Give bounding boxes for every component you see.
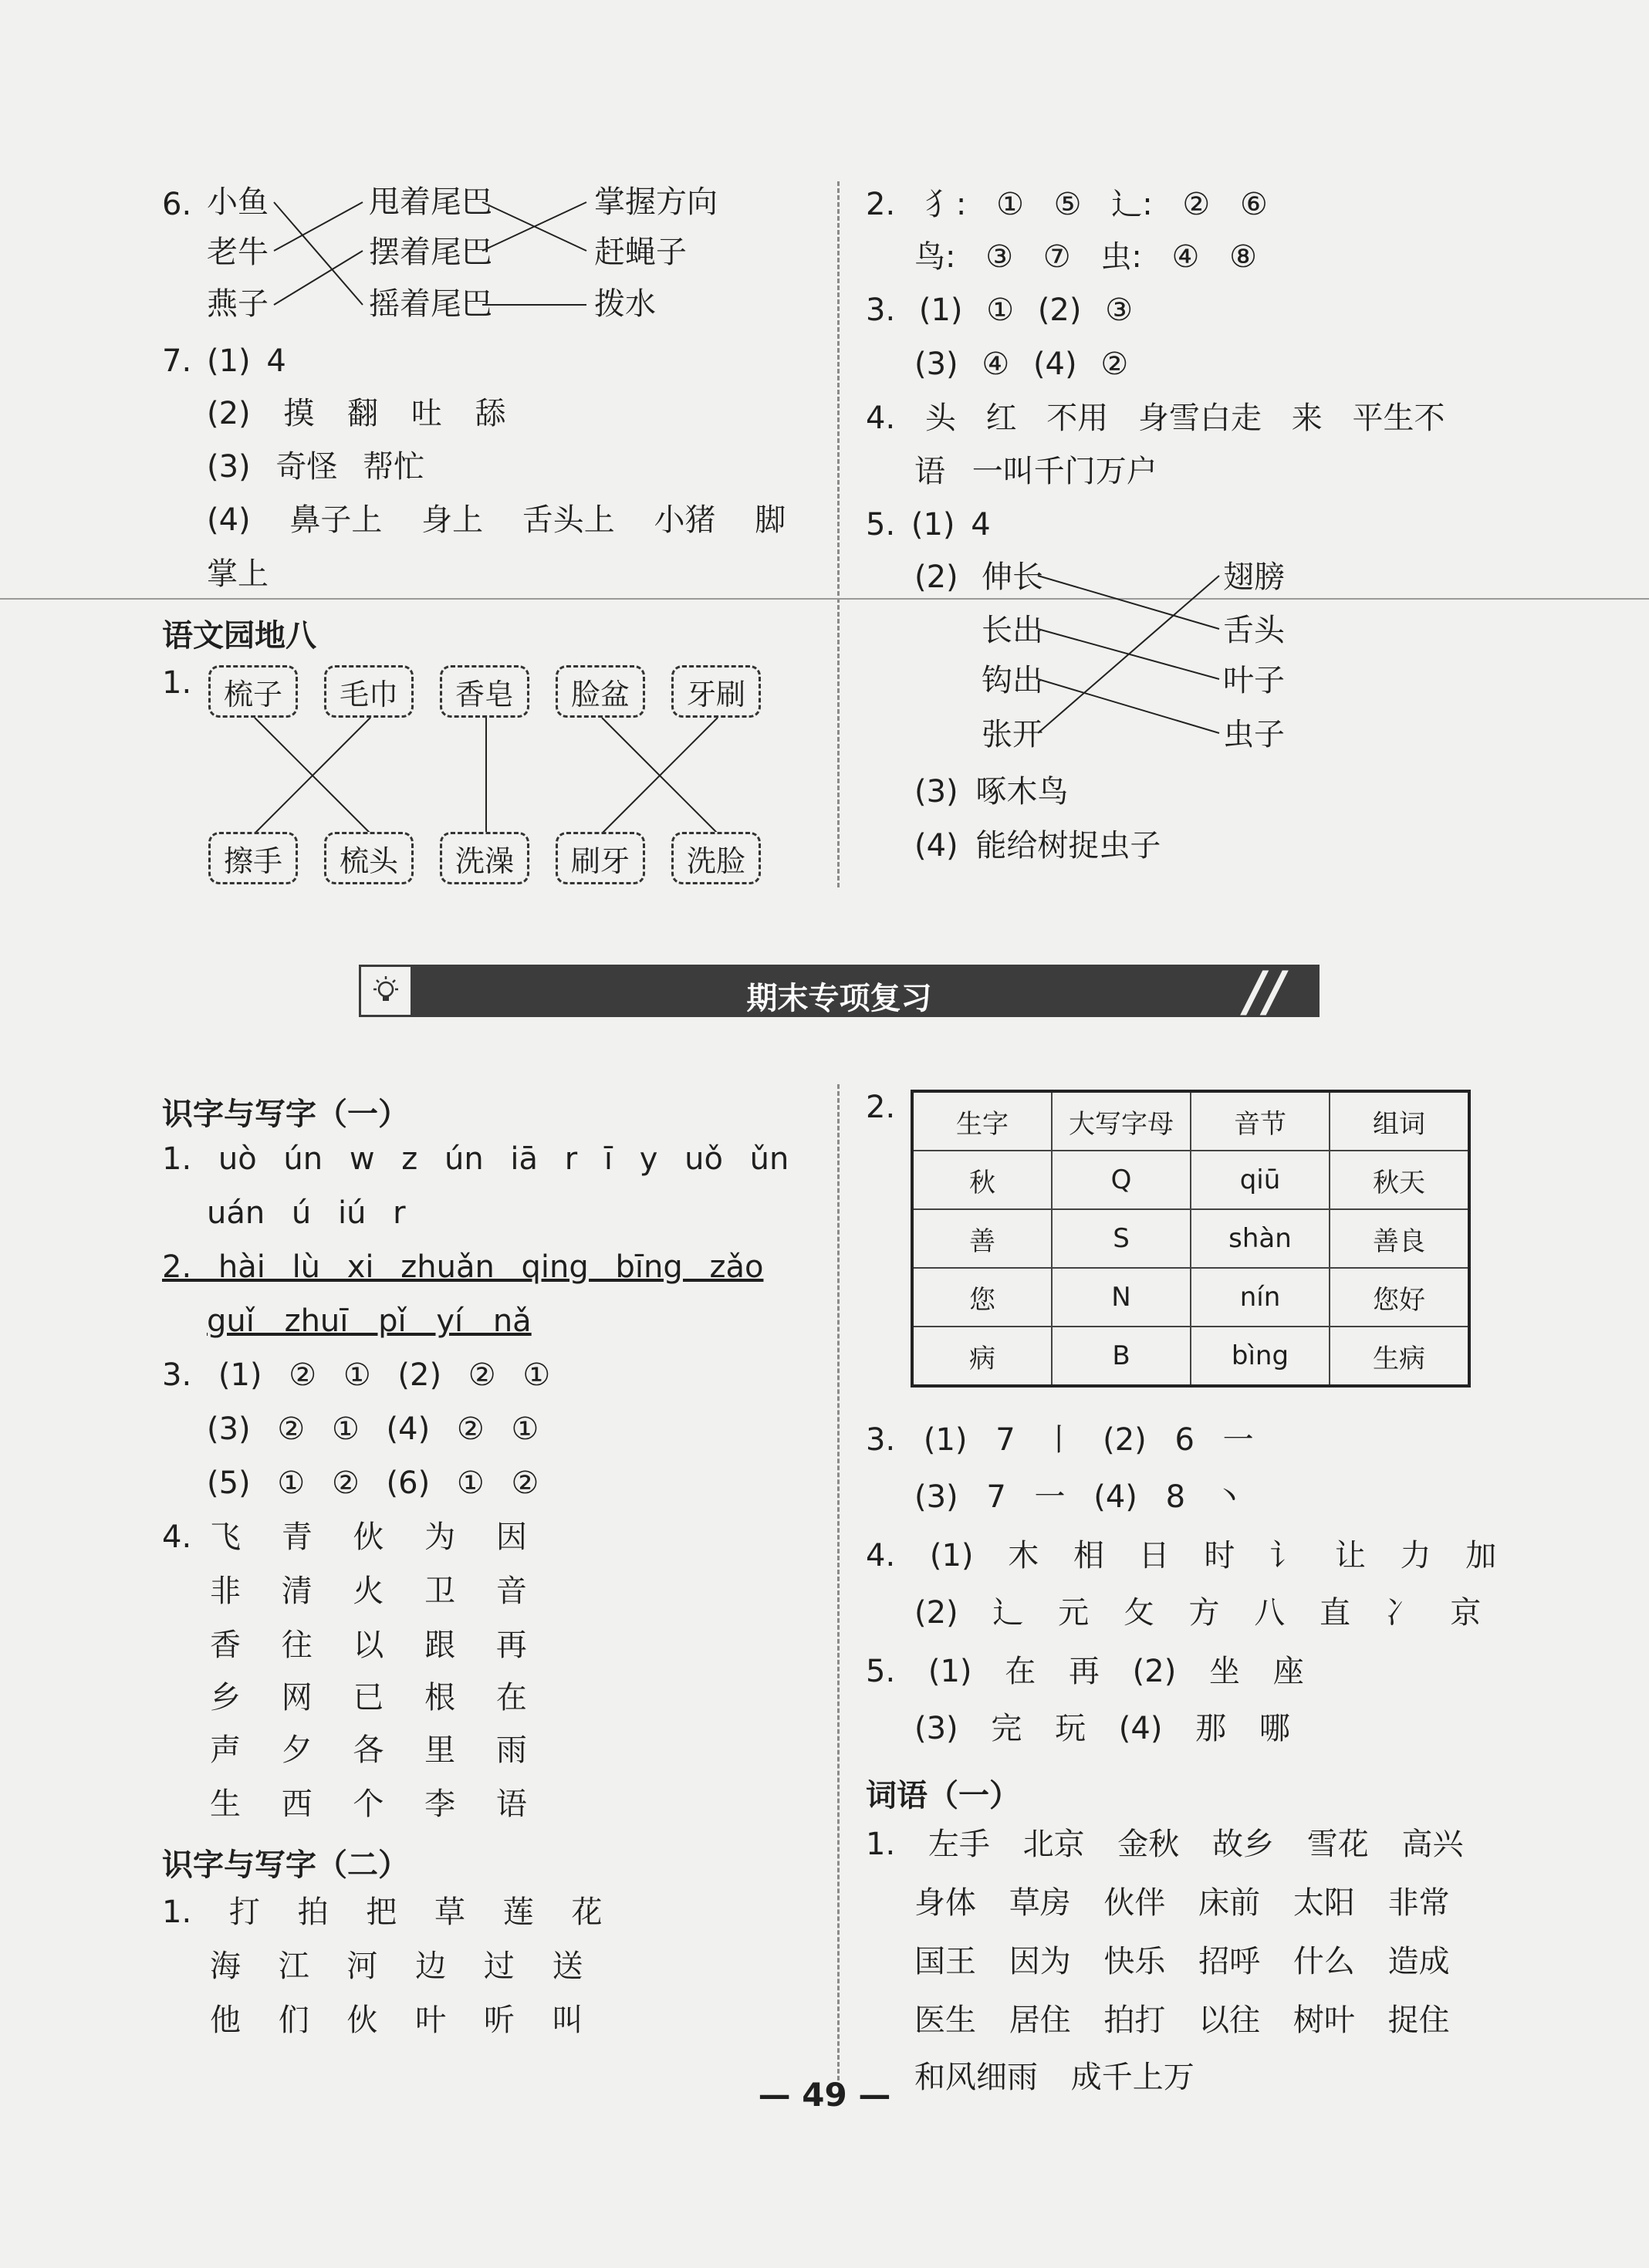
word-row: 国王 因为 快乐 招呼 什么 造成 bbox=[914, 1944, 1450, 1979]
section-title: 识字与写字（一） bbox=[162, 1097, 409, 1132]
table-cell: S bbox=[1052, 1209, 1191, 1268]
word-row: 和风细雨 成千上万 bbox=[914, 2060, 1195, 2095]
banner-title: 期末专项复习 bbox=[746, 981, 932, 1016]
char-row: 非 清 火 卫 音 bbox=[210, 1573, 527, 1609]
table-cell: 病 bbox=[912, 1327, 1052, 1386]
q5-left-item: 钩出 bbox=[982, 663, 1043, 698]
answer-line: 5. (1) 在 再 (2) 坐 座 bbox=[866, 1654, 1304, 1689]
q6-col1-item: 小鱼 bbox=[207, 184, 269, 220]
answer-line: (5) ① ② (6) ① ② bbox=[207, 1465, 539, 1501]
table-cell: Q bbox=[1052, 1151, 1191, 1209]
word-row: 医生 居住 拍打 以往 树叶 捉住 bbox=[914, 2003, 1450, 2038]
answer-line: (4) 能给树捉虫子 bbox=[914, 828, 1161, 864]
match-box-bottom: 洗脸 bbox=[671, 832, 761, 884]
answer-line: (3) 啄木鸟 bbox=[914, 774, 1069, 810]
answer-line: 鸟: ③ ⑦ 虫: ④ ⑧ bbox=[914, 239, 1257, 275]
q5-left-item: 伸长 bbox=[982, 559, 1043, 595]
answer-line: (3) 完 玩 (4) 那 哪 bbox=[914, 1711, 1290, 1746]
answer-line: uán ú iú r bbox=[207, 1195, 406, 1231]
section-title: 词语（一） bbox=[866, 1778, 1020, 1813]
table-cell: 生病 bbox=[1330, 1327, 1469, 1386]
answer-line: 1. uò ún w z ún iā r ī y uǒ ǔn bbox=[162, 1141, 789, 1177]
q7-number: 7. bbox=[162, 343, 192, 379]
table-cell: 您 bbox=[912, 1268, 1052, 1327]
answer-line: (3) 7 一 (4) 8 丶 bbox=[914, 1479, 1245, 1515]
table-header-cell: 生字 bbox=[912, 1091, 1052, 1151]
q5-right-item: 叶子 bbox=[1223, 663, 1285, 698]
page-number: — 49 — bbox=[758, 2076, 891, 2114]
table-header-cell: 音节 bbox=[1191, 1091, 1330, 1151]
match-box-bottom: 刷牙 bbox=[556, 832, 645, 884]
table-cell: 善良 bbox=[1330, 1209, 1469, 1268]
table-row bbox=[912, 1151, 1469, 1209]
q6-col3-item: 掌握方向 bbox=[594, 184, 718, 220]
table-cell: qiū bbox=[1191, 1151, 1330, 1209]
table-header-cell: 组词 bbox=[1330, 1091, 1469, 1151]
word-row: 身体 草房 伙伴 床前 太阳 非常 bbox=[914, 1885, 1450, 1921]
answer-line: 他 们 伙 叶 听 叫 bbox=[210, 2003, 583, 2038]
table-cell: 您好 bbox=[1330, 1268, 1469, 1327]
match-box-top: 脸盆 bbox=[556, 665, 645, 718]
q1-number: 1. bbox=[162, 665, 192, 701]
char-row: 乡 网 已 根 在 bbox=[210, 1680, 527, 1715]
q6-col1-item: 燕子 bbox=[207, 286, 269, 322]
q5-left-item: 长出 bbox=[982, 613, 1043, 648]
answer-line: guǐ zhuī pǐ yí nǎ bbox=[207, 1303, 532, 1339]
match-box-bottom: 梳头 bbox=[324, 832, 414, 884]
table-header-row bbox=[912, 1091, 1469, 1151]
answer-line: 5. (1) 4 bbox=[866, 507, 991, 542]
q6-col2-item: 甩着尾巴 bbox=[369, 184, 492, 220]
char-row: 飞 青 伙 为 因 bbox=[210, 1519, 527, 1555]
answer-line: 2. hài lù xi zhuǎn qing bīng zǎo bbox=[162, 1249, 764, 1285]
q5-2-label: (2) bbox=[914, 559, 958, 595]
match-box-top: 梳子 bbox=[208, 665, 298, 718]
word-row: 1. 左手 北京 金秋 故乡 雪花 高兴 bbox=[866, 1827, 1464, 1862]
q5-right-item: 舌头 bbox=[1223, 613, 1285, 648]
answer-line: 4. 头 红 不用 身雪白走 来 平生不 bbox=[866, 401, 1445, 436]
table-header-cell: 大写字母 bbox=[1052, 1091, 1191, 1151]
q7-line: (2) 摸 翻 吐 舔 bbox=[207, 396, 506, 431]
table-cell: 善 bbox=[912, 1209, 1052, 1268]
answer-table bbox=[911, 1090, 1471, 1388]
match-box-bottom: 洗澡 bbox=[440, 832, 529, 884]
match-box-bottom: 擦手 bbox=[208, 832, 298, 884]
section-banner bbox=[359, 960, 1320, 1023]
answer-line: 海 江 河 边 过 送 bbox=[210, 1949, 583, 1984]
table-cell: 秋天 bbox=[1330, 1151, 1469, 1209]
q5-right-item: 虫子 bbox=[1223, 717, 1285, 752]
table-row bbox=[912, 1268, 1469, 1327]
answer-line: (2) 辶 元 攵 方 八 直 冫 京 bbox=[914, 1595, 1482, 1631]
section-title: 识字与写字（二） bbox=[162, 1847, 409, 1883]
q6-number: 6. bbox=[162, 187, 192, 222]
q6-col3-item: 赶蝇子 bbox=[594, 235, 687, 270]
q6-col1-item: 老牛 bbox=[207, 235, 269, 270]
q6-col3-item: 拨水 bbox=[594, 286, 656, 322]
answer-line: 1. 打 拍 把 草 莲 花 bbox=[162, 1895, 603, 1930]
char-row: 声 夕 各 里 雨 bbox=[210, 1732, 527, 1768]
q5-left-item: 张开 bbox=[982, 717, 1043, 752]
q7-line: (4) 鼻子上 身上 舌头上 小猪 脚 bbox=[207, 502, 786, 538]
q4-number: 4. bbox=[162, 1519, 192, 1555]
answer-line: 4. (1) 木 相 日 时 讠 让 力 加 bbox=[866, 1538, 1497, 1573]
answer-line: 3. (1) ① (2) ③ bbox=[866, 292, 1134, 328]
table-row bbox=[912, 1327, 1469, 1386]
table-cell: B bbox=[1052, 1327, 1191, 1386]
q7-line: (1) 4 bbox=[207, 343, 286, 379]
q7-line: (3) 奇怪 帮忙 bbox=[207, 449, 425, 485]
section-title: 语文园地八 bbox=[162, 618, 316, 654]
q5-right-item: 翅膀 bbox=[1223, 559, 1285, 595]
char-row: 香 往 以 跟 再 bbox=[210, 1627, 527, 1663]
answer-line: 3. (1) ② ① (2) ② ① bbox=[162, 1357, 551, 1393]
q6-col2-item: 摇着尾巴 bbox=[369, 286, 492, 322]
q6-col2-item: 摆着尾巴 bbox=[369, 235, 492, 270]
table-cell: shàn bbox=[1191, 1209, 1330, 1268]
answer-line: 语 一叫千门万户 bbox=[914, 454, 1157, 489]
table-cell: nín bbox=[1191, 1268, 1330, 1327]
match-box-top: 毛巾 bbox=[324, 665, 414, 718]
match-box-top: 香皂 bbox=[440, 665, 529, 718]
answer-line: (3) ② ① (4) ② ① bbox=[207, 1411, 539, 1447]
answer-line: 3. (1) 7 丨 (2) 6 一 bbox=[866, 1422, 1254, 1458]
char-row: 生 西 个 李 语 bbox=[210, 1786, 527, 1822]
answer-line: (3) ④ (4) ② bbox=[914, 346, 1129, 382]
q2-number: 2. bbox=[866, 1090, 896, 1125]
table-row bbox=[912, 1209, 1469, 1268]
q7-line: 掌上 bbox=[207, 556, 269, 592]
table-cell: N bbox=[1052, 1268, 1191, 1327]
answer-line: 2. 犭: ① ⑤ 辶: ② ⑥ bbox=[866, 187, 1268, 222]
match-box-top: 牙刷 bbox=[671, 665, 761, 718]
banner-decoration: // bbox=[1245, 960, 1285, 1023]
table-cell: 秋 bbox=[912, 1151, 1052, 1209]
table-cell: bìng bbox=[1191, 1327, 1330, 1386]
